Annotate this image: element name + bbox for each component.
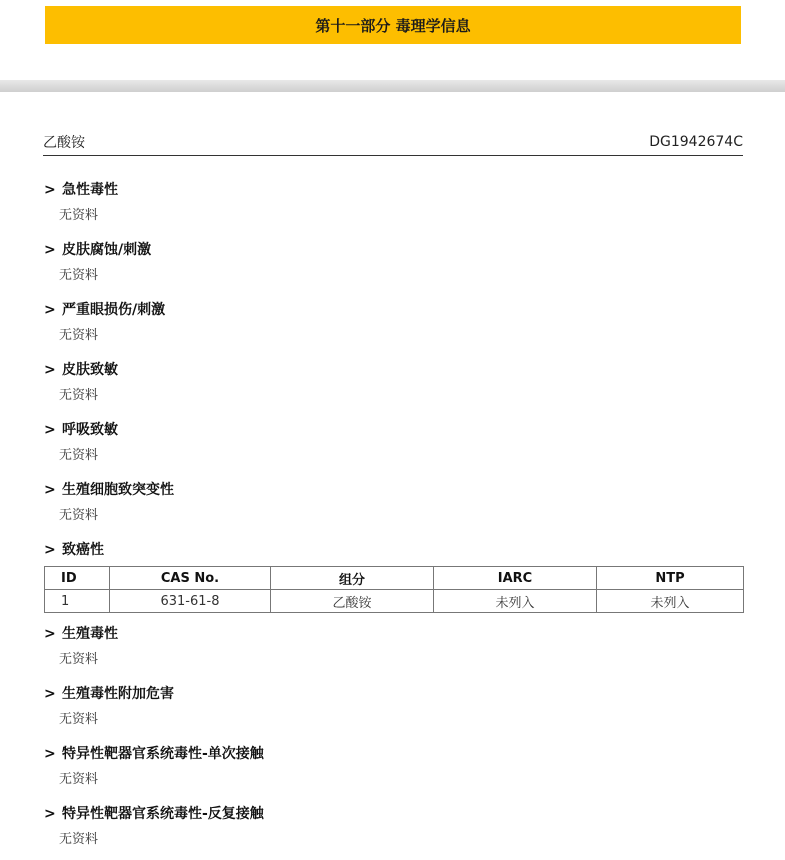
section-skin-sensitization [44,356,744,384]
section-title: 皮肤致敏 [62,362,118,378]
chevron-right-icon: > [44,626,56,642]
section-title: 严重眼损伤/刺激 [62,302,166,318]
chevron-right-icon: > [44,746,56,762]
section-value: 无资料 [59,328,99,343]
section-title: 致癌性 [62,542,104,558]
chevron-right-icon: > [44,542,56,558]
cell-component: 乙酸铵 [271,590,434,613]
table-header-row [45,567,744,590]
section-title: 呼吸致敏 [62,422,118,438]
product-name: 乙酸铵 [43,134,85,151]
section-stot-repeated [44,800,744,828]
chevron-right-icon: > [44,182,56,198]
chevron-right-icon: > [44,362,56,378]
column-header-id: ID [45,567,110,590]
section-stot-single [44,740,744,768]
section-banner [45,6,741,44]
section-title: 生殖毒性 [62,626,118,642]
chevron-right-icon: > [44,242,56,258]
chevron-right-icon: > [44,422,56,438]
chevron-right-icon: > [44,806,56,822]
column-header-iarc: IARC [434,567,597,590]
document-code: DG1942674C [649,133,743,150]
section-title: 特异性靶器官系统毒性-反复接触 [62,806,264,822]
section-value: 无资料 [59,388,99,403]
section-value: 无资料 [59,448,99,463]
banner-title: 第十一部分 毒理学信息 [315,16,471,35]
chevron-right-icon: > [44,302,56,318]
cell-id: 1 [45,590,110,613]
table-row [45,590,744,613]
chevron-right-icon: > [44,482,56,498]
cell-iarc: 未列入 [434,590,597,613]
section-value: 无资料 [59,832,99,847]
section-reproductive-toxicity [44,620,744,648]
section-acute-toxicity [44,176,744,204]
cell-cas: 631-61-8 [110,590,271,613]
section-germ-cell-mutagenicity [44,476,744,504]
carcinogenicity-table [44,566,744,613]
column-header-component: 组分 [271,567,434,590]
section-carcinogenicity [44,536,744,564]
column-header-ntp: NTP [597,567,744,590]
section-value: 无资料 [59,652,99,667]
section-title: 皮肤腐蚀/刺激 [62,242,152,258]
section-title: 生殖细胞致突变性 [62,482,174,498]
section-value: 无资料 [59,772,99,787]
section-reproductive-additional [44,680,744,708]
section-value: 无资料 [59,208,99,223]
toxicology-content [44,176,744,860]
section-skin-corrosion [44,236,744,264]
section-value: 无资料 [59,508,99,523]
section-title: 特异性靶器官系统毒性-单次接触 [62,746,264,762]
column-header-cas: CAS No. [110,567,271,590]
section-eye-damage [44,296,744,324]
cell-ntp: 未列入 [597,590,744,613]
section-title: 生殖毒性附加危害 [62,686,174,702]
section-value: 无资料 [59,712,99,727]
chevron-right-icon: > [44,686,56,702]
document-header [43,128,743,156]
section-value: 无资料 [59,268,99,283]
section-title: 急性毒性 [62,182,118,198]
page-separator [0,80,785,92]
section-respiratory-sensitization [44,416,744,444]
